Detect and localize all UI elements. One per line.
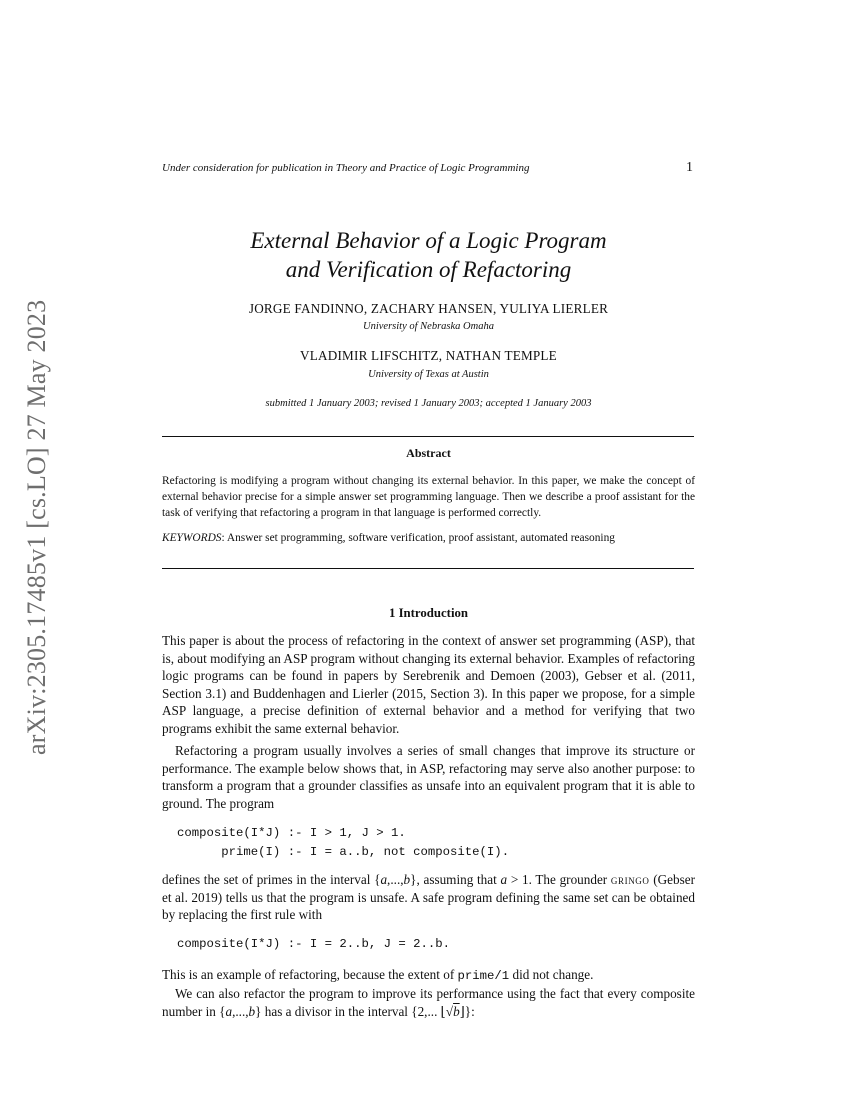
paragraph-3 xyxy=(162,871,695,924)
page-number: 1 xyxy=(686,160,693,175)
paragraph-5 xyxy=(162,985,695,1020)
paragraph-4 xyxy=(162,966,695,986)
abstract-heading: Abstract xyxy=(406,446,451,460)
title-line-2: and Verification of Refactoring xyxy=(285,257,572,282)
code-line: composite(I*J) :- I > 1, J > 1. xyxy=(177,826,406,840)
paragraph-1: This paper is about the process of refactoring in the context of answer set programming (ASP), that is, about modifying an ASP program without changing its external behavior. Examples of refactoring logic programs can be found in papers by Serebrenik and Demoen (2003), Gebser et al. (2011, Section 3.1) and Buddenhagen and Lierler (2015, Section 3). In this paper we propose, for a simple ASP language, a precise definition of external behavior and a method for verifying that two programs exhibit the same external behavior. xyxy=(162,633,695,736)
math-var: a xyxy=(500,872,508,887)
text-run: } has a divisor in the interval {2,... ⌊√ xyxy=(255,1003,454,1019)
math-var: b xyxy=(403,872,411,887)
code-line: composite(I*J) :- I = 2..b, J = 2..b. xyxy=(177,937,451,951)
submission-dates: submitted 1 January 2003; revised 1 January 2003; accepted 1 January 2003 xyxy=(265,398,592,409)
code-line: prime(I) :- I = a..b, not composite(I). xyxy=(177,845,510,859)
sqrt-var: b xyxy=(453,1003,460,1019)
abstract-bottom-rule xyxy=(162,568,694,569)
journal-name: Under consideration for publication in Theory and Practice of Logic Programming xyxy=(162,162,530,174)
text-run: defines the set of primes in the interval { xyxy=(162,872,381,887)
text-run: did not change. xyxy=(509,967,594,982)
text-run: }, assuming that xyxy=(410,872,501,887)
math-var: a xyxy=(380,872,388,887)
title-line-1: External Behavior of a Logic Program xyxy=(250,228,607,253)
keywords-text: : Answer set programming, software verification, proof assistant, automated reasoning xyxy=(221,532,615,544)
text-run: > 1. The grounder xyxy=(507,872,611,887)
math-var: a xyxy=(225,1003,233,1019)
affiliation-2: University of Texas at Austin xyxy=(368,369,489,380)
text-run: ⌋}: xyxy=(459,1003,475,1019)
keywords xyxy=(162,532,695,544)
math-var: b xyxy=(248,1003,256,1019)
code-block-2 xyxy=(177,935,450,954)
text-run: ,..., xyxy=(387,872,404,887)
author-group-2: VLADIMIR LIFSCHITZ, NATHAN TEMPLE xyxy=(300,348,557,363)
paper-title xyxy=(162,226,695,284)
keywords-label: KEYWORDS xyxy=(162,532,222,544)
running-head xyxy=(162,162,695,178)
code-block-1 xyxy=(177,824,509,862)
affiliation-1: University of Nebraska Omaha xyxy=(363,321,494,332)
abstract-body: Refactoring is modifying a program without changing its external behavior. In this paper, we make the concept of external behavior precise for a simple answer set programming language. Then we describe a proof assistant for the task of verifying that refactoring a program in that language is performed correctly. xyxy=(162,475,695,519)
grounder-name: gringo xyxy=(610,872,650,887)
text-run: We can also refactor the program to improve its performance using the fact that every composite number in { xyxy=(162,986,695,1019)
abstract-top-rule xyxy=(162,436,694,437)
text-run: This is an example of refactoring, because the extent of xyxy=(162,967,458,982)
paragraph-2: Refactoring a program usually involves a series of small changes that improve its structure or performance. The example below shows that, in ASP, refactoring may serve also another purpose: to transform a program that a grounder classifies as unsafe into an equivalent program that it is able to ground. The program xyxy=(162,743,695,811)
author-group-1: JORGE FANDINNO, ZACHARY HANSEN, YULIYA LIERLER xyxy=(248,301,609,316)
arxiv-stamp: arXiv:2305.17485v1 [cs.LO] 27 May 2023 xyxy=(22,299,51,755)
text-run: (Gebser et al. 2019) tells us that the program is unsafe. A safe program defining the same set can be obtained by replacing the first rule with xyxy=(162,872,695,922)
section-heading-introduction: 1 Introduction xyxy=(388,606,469,620)
inline-code: prime/1 xyxy=(457,969,510,983)
text-run: ,..., xyxy=(232,1003,249,1019)
